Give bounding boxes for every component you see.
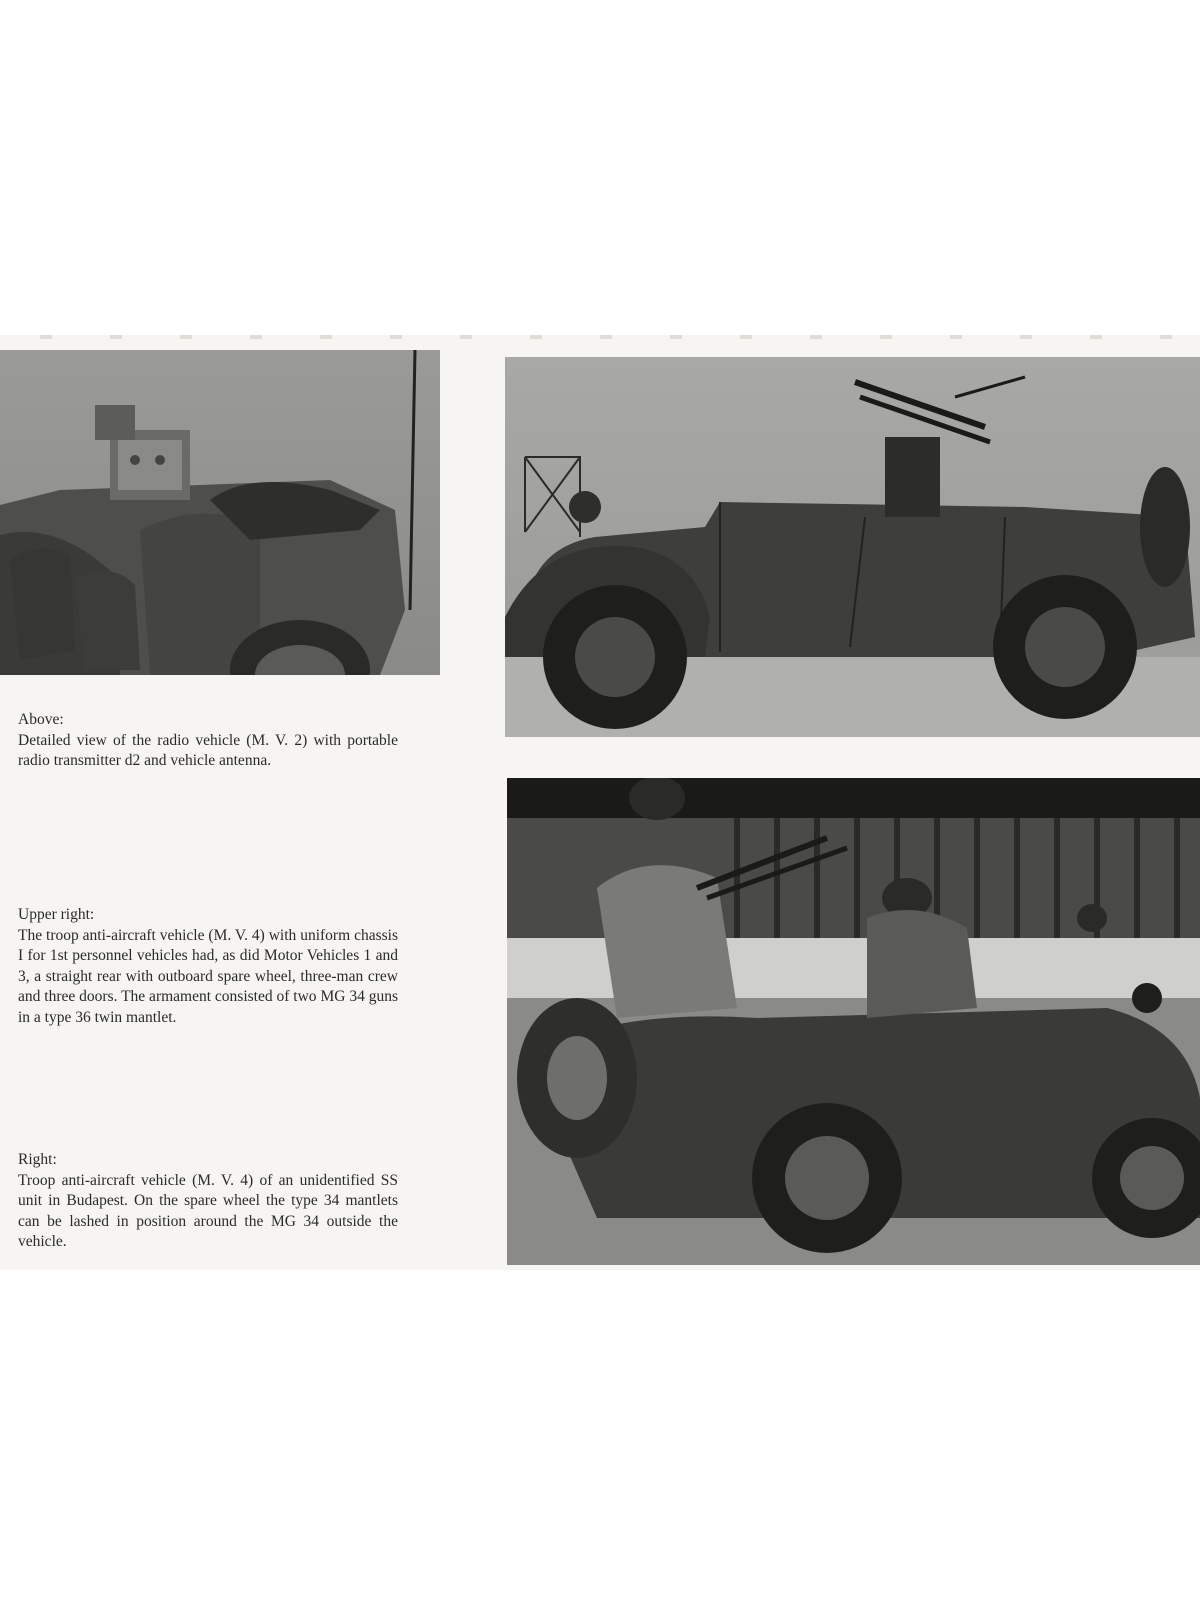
- caption-upper-right-label: Upper right:: [18, 906, 95, 923]
- caption-right-text: Troop anti-aircraft vehicle (M. V. 4) of an unidentified SS unit in Budapest. On the spare wheel the type 34 mantlets can be lashed in position around the MG 34 outside the vehicle.: [18, 1171, 398, 1250]
- photo-anti-aircraft-vehicle: [505, 357, 1200, 737]
- caption-above-label: Above:: [18, 711, 64, 728]
- caption-above: [18, 710, 398, 772]
- photo-ss-vehicle-budapest-image: [507, 778, 1200, 1265]
- caption-right-label: Right:: [18, 1151, 57, 1168]
- photo-radio-vehicle-image: [0, 350, 440, 675]
- caption-right: [18, 1150, 398, 1253]
- photo-radio-vehicle: [0, 350, 440, 675]
- caption-upper-right: [18, 905, 398, 1028]
- photo-anti-aircraft-vehicle-image: [505, 357, 1200, 737]
- caption-above-text: Detailed view of the radio vehicle (M. V. 2) with portable radio transmitter d2 and vehicle antenna.: [18, 731, 398, 769]
- photo-ss-vehicle-budapest: [507, 778, 1200, 1265]
- caption-upper-right-text: The troop anti-aircraft vehicle (M. V. 4) with uniform chassis I for 1st personnel vehicles had, as did Motor Vehicles 1 and 3, a straight rear with outboard spare wheel, three-man crew and three doors. The armament consisted of two MG 34 guns in a type 36 twin mantlet.: [18, 926, 398, 1026]
- page-edge: [0, 335, 1200, 339]
